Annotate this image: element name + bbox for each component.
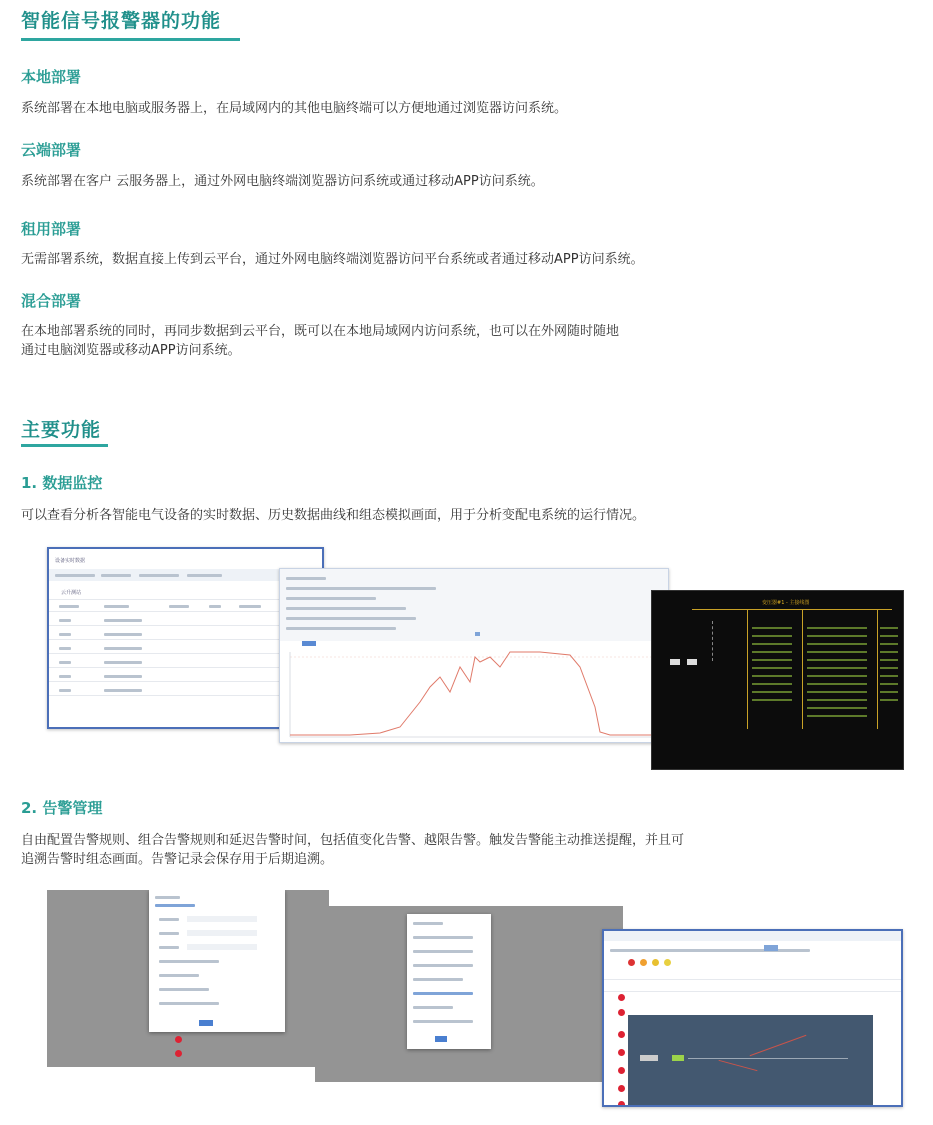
screenshot-combined-alarm (315, 906, 623, 1082)
heading-cloud-deploy: 云端部署 (21, 141, 82, 159)
screenshot-alarm-records (602, 929, 903, 1107)
text-local-deploy: 系统部署在本地电脑或服务器上，在局域网内的其他电脑终端可以方便地通过浏览器访问系统。 (21, 101, 568, 116)
text-hybrid-deploy-2: 通过电脑浏览器或移动APP访问系统。 (21, 343, 241, 358)
heading-local-deploy: 本地部署 (21, 68, 82, 86)
heading-hybrid-deploy: 混合部署 (21, 292, 82, 310)
heading-rent-deploy: 租用部署 (21, 220, 82, 238)
text-rent-deploy: 无需部署系统，数据直接上传到云平台，通过外网电脑终端浏览器访问平台系统或者通过移动APP访问系统。 (21, 252, 644, 267)
realtime-screen-title: 设备实时数据 (55, 558, 86, 564)
title-underline (21, 444, 108, 447)
section-title-functions: 智能信号报警器的功能 (21, 10, 222, 32)
text-alarm-manage-2: 追溯告警时组态画面。告警记录会保存用于后期追溯。 (21, 852, 334, 867)
text-cloud-deploy: 系统部署在客户 云服务器上，通过外网电脑终端浏览器访问系统或通过移动APP访问系统。 (21, 174, 544, 189)
section-title-main-functions: 主要功能 (21, 419, 102, 441)
text-alarm-manage-1: 自由配置告警规则、组合告警规则和延迟告警时间，包括值变化告警、越限告警。触发告警能主动推送提醒，并且可 (21, 833, 685, 848)
title-underline (21, 38, 240, 41)
topology-title: 变压器#1 - 主接线图 (762, 600, 810, 606)
text-data-monitor: 可以查看分析各智能电气设备的实时数据、历史数据曲线和组态模拟画面，用于分析变配电系统的运行情况。 (21, 508, 646, 523)
realtime-tab: 云升测站 (61, 590, 82, 596)
heading-data-monitor: 1. 数据监控 (21, 474, 103, 492)
screenshot-history-curve (279, 568, 669, 743)
text-hybrid-deploy-1: 在本地部署系统的同时，再同步数据到云平台，既可以在本地局域网内访问系统，也可以在外网随时随地 (21, 324, 620, 339)
heading-alarm-manage: 2. 告警管理 (21, 799, 103, 817)
screenshot-topology-diagram (651, 590, 904, 770)
history-curve-chart (280, 647, 669, 743)
screenshot-alarm-rules (47, 890, 329, 1067)
